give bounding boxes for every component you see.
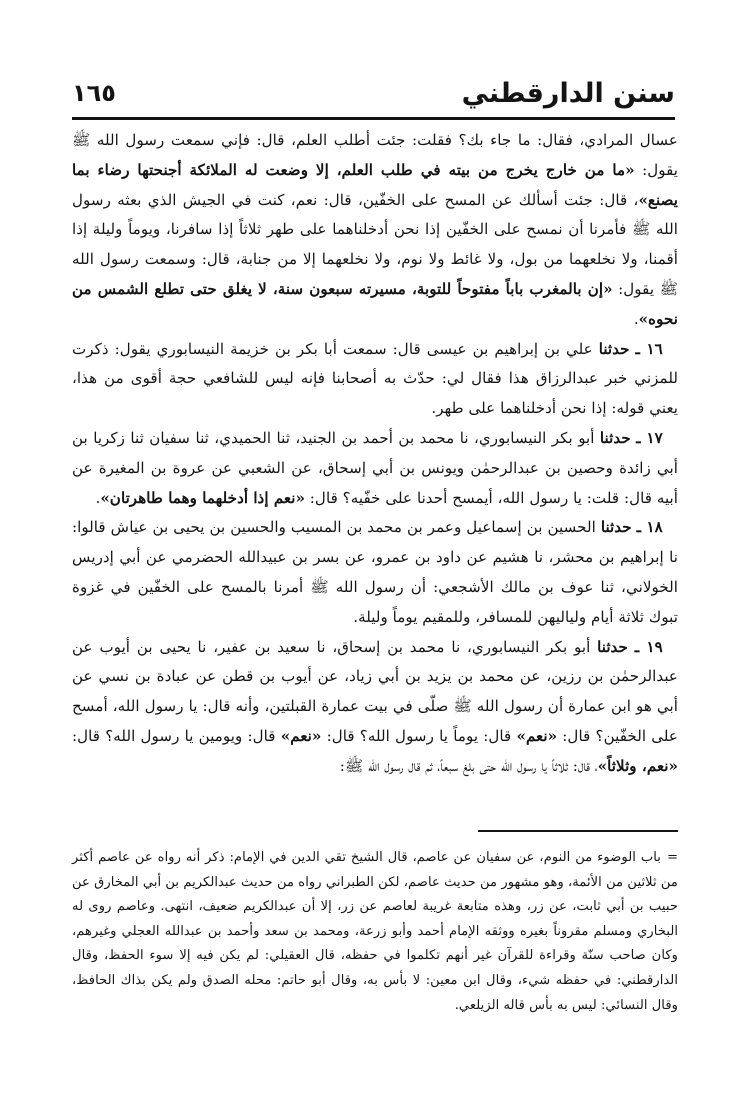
hadith-text: أبو بكر النيسابوري، نا محمد بن إسحاق، نا سعيد بن عفير، نا يحيى بن أيوب عن عبدالرحمٰن بن رزين، عن محمد بن يزيد بن أبي زياد، عن أيوب بن قطن عن عبادة بن نسي عن أبي هو ابن عمارة أن رسول الله ﷺ صلّى في بيت عمارة القبلتين، وأنه قال: يا رسول الله، أمسح على الخفّين؟ قال: (72, 637, 678, 745)
header-rule (72, 117, 675, 120)
page-header (72, 70, 675, 120)
text-segment: ، قال: جئت أسألك عن المسح على الخفّين، قال: نعم، كنت في الجيش الذي بعثه رسول الله ﷺ فأمرنا أن نمسح على الخفّين إذا نحن أدخلناهما على طهر ثلاثاً إذا سافرنا، ويوماً وليلة إذا أقمنا، ولا نخلعهما من بول، ولا غائط ولا نوم، ولا نخلعهما إلا من جنابة، قال: وسمعت رسول الله ﷺ يقول: (72, 190, 678, 298)
hadith-quote: «ما من خارج يخرج من بيته في طلب العلم، إلا وضعت له الملائكة أجنحتها رضاء بما يصنع» (72, 160, 678, 209)
text-segment: عسال المرادي، فقال: ما جاء بك؟ فقلت: جئت أطلب العلم، قال: فإني سمعت رسول الله ﷺ يقول: (72, 131, 678, 179)
hadith-quote: «إن بالمغرب باباً مفتوحاً للتوبة، مسيرته سبعون سنة، لا يغلق حتى تطلع الشمس من نحوه» (72, 279, 678, 328)
footnote-continuation (72, 846, 678, 1018)
hadith-number: ١٨ ـ (636, 518, 663, 537)
text-segment: . (95, 488, 101, 507)
hadith-17 (72, 424, 678, 513)
text-segment: ، قال: ثلاثاً يا رسول الله حتى بلغ سبعاً، ثم قال رسول الله ﷺ: (339, 756, 598, 775)
book-title: سنن الدارقطني (461, 78, 675, 109)
hadith-quote: «نعم، وثلاثاً» (597, 756, 678, 775)
haddathana: حدثنا (598, 339, 630, 358)
haddathana: حدثنا (597, 637, 628, 656)
hadith-number: ١٦ ـ (635, 339, 663, 358)
footnote-rule (478, 830, 678, 832)
hadith-16 (72, 335, 678, 424)
footnote-marker: = (666, 850, 678, 865)
hadith-number: ١٩ ـ (634, 637, 663, 656)
haddathana: حدثنا (600, 518, 632, 537)
hadith-19 (72, 633, 678, 782)
haddathana: حدثنا (599, 428, 631, 447)
main-text (72, 126, 678, 782)
hadith-text: الحسين بن إسماعيل وعمر بن محمد بن المسيب والحسين بن يحيى بن عياش قالوا: نا إبراهيم بن محشر، نا هشيم عن داود بن عمرو، عن بسر بن عبيدالله الحضرمي عن أبي إدريس الخولاني، ثنا عوف بن مالك الأشجعي: أن رسول الله ﷺ أمرنا بالمسح على الخفّين في غزوة تبوك ثلاثة أيام ولياليهن للمسافر، وللمقيم يوماً وليلة. (72, 518, 678, 626)
hadith-text: علي بن إبراهيم بن عيسى قال: سمعت أبا بكر بن خزيمة النيسابوري يقول: ذكرت للمزني خبر عبدالرزاق هذا فقال لي: حدّث به أصحابنا فإنه ليس للشافعي حجة أقوى من هذا، يعني قوله: إذا نحن أدخلناهما على طهر. (72, 339, 678, 418)
hadith-number: ١٧ ـ (636, 428, 663, 447)
text-segment: قال: ويومين يا رسول الله؟ قال: (72, 726, 281, 745)
hadith-18 (72, 513, 678, 632)
hadith-quote: «نعم» (280, 726, 322, 745)
page-number: ١٦٥ (72, 79, 116, 107)
footnotes (72, 846, 678, 1018)
paragraph-continuation (72, 126, 678, 335)
hadith-quote: «نعم إذا أدخلهما وهما طاهرتان» (100, 488, 305, 507)
hadith-quote: «نعم» (516, 726, 558, 745)
text-segment: . (633, 309, 639, 328)
footnote-text: باب الوضوء من النوم، عن سفيان عن عاصم، قال الشيخ تقي الدين في الإمام: ذكر أنه رواه عن عاصم أكثر من ثلاثين من الأئمة، وهو مشهور من حديث عاصم، لكن الطبراني رواه من حديث عبدالكريم بن أبي المخارق عن حبيب بن أبي ثابت، عن زر، وهذه متابعة غريبة لعاصم عن زر، إلا أن عبدالكريم ضعيف، انتهى. وعاصم روى له البخاري ومسلم مقروناً بغيره ووثقه الإمام أحمد وأبو زرعة، ومحمد بن سعد وأحمد بن عبدالله العجلي وغيرهم، وكان صاحب سنّة وقراءة للقرآن غير أنهم تكلموا في حفظه، قال العقيلي: لم يكن فيه إلا سوء الحفظ، وقال الدارقطني: في حفظه شيء، وقال ابن معين: لا بأس به، وقال أبو حاتم: محله الصدق ولم يكن بذاك الحافظ، وقال النسائي: ليس به بأس قاله الزيلعي. (72, 850, 678, 1013)
text-segment: قال: يوماً يا رسول الله؟ قال: (321, 726, 517, 745)
hadith-text: أبو بكر النيسابوري، نا محمد بن أحمد بن الجنيد، ثنا الحميدي، ثنا سفيان ثنا زكريا بن أبي زائدة وحصين بن عبدالرحمٰن ويونس بن أبي إسحاق، عن الشعبي عن عروة بن المغيرة عن أبيه قال: قلت: يا رسول الله، أيمسح أحدنا على خفّيه؟ قال: (72, 428, 678, 507)
